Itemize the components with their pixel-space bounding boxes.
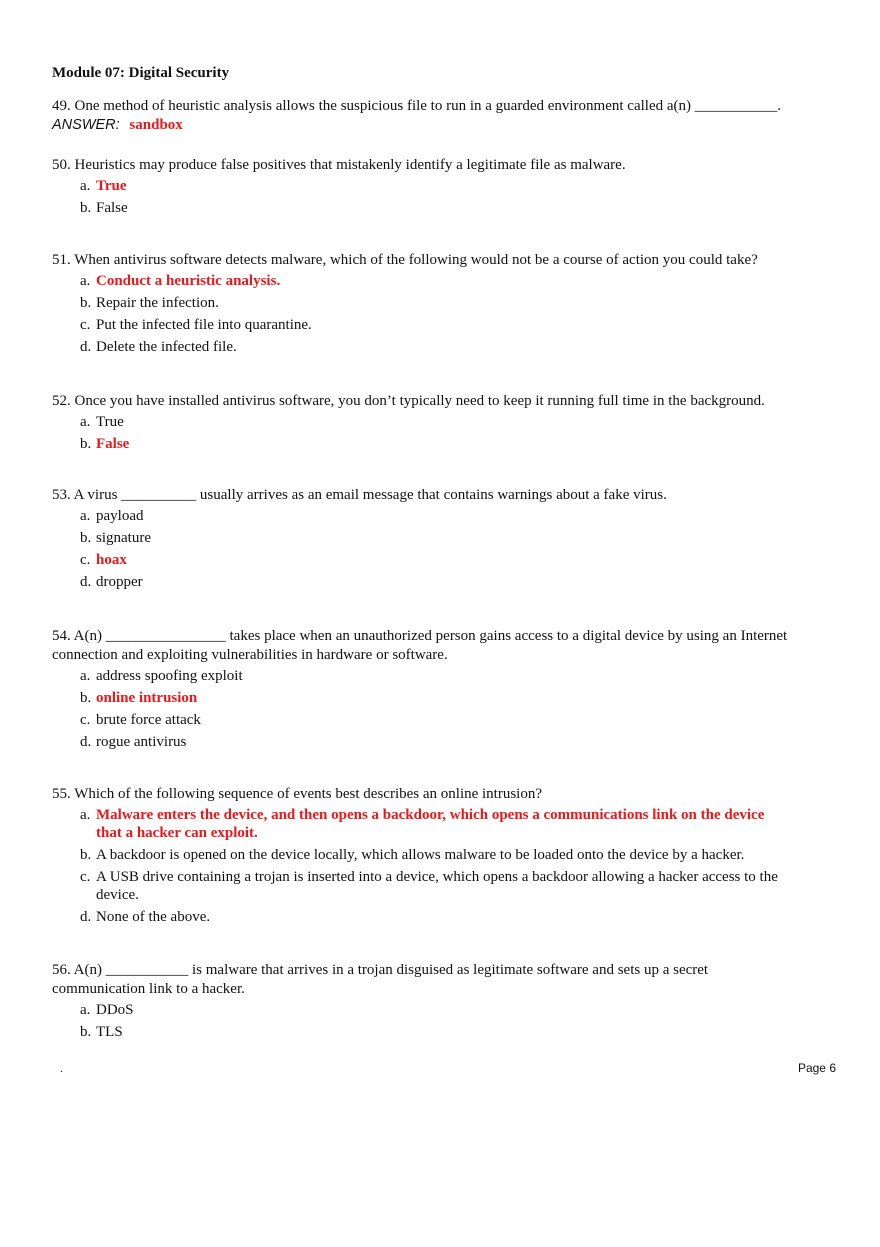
option-letter: a.	[80, 1002, 91, 1018]
option-letter: c.	[80, 712, 91, 728]
correct-option-text: online intrusion	[96, 690, 198, 706]
question-54	[52, 627, 842, 755]
options-list	[52, 667, 842, 751]
option-b	[52, 689, 842, 707]
option-letter: c.	[80, 317, 91, 333]
option-text: rogue antivirus	[96, 734, 187, 750]
option-letter: b.	[80, 200, 92, 216]
option-text: brute force attack	[96, 712, 201, 728]
option-a	[52, 272, 842, 290]
option-text: False	[96, 200, 128, 216]
option-letter: c.	[80, 869, 91, 885]
question-51	[52, 251, 842, 360]
option-text: A USB drive containing a trojan is inserted into a device, which opens a backdoor allowing a hacker access to the device.	[96, 869, 778, 903]
option-text: Put the infected file into quarantine.	[96, 317, 312, 333]
option-letter: a.	[80, 178, 91, 194]
options-list	[52, 177, 842, 217]
option-a	[52, 177, 842, 195]
page-number: Page 6	[797, 1061, 836, 1075]
option-text: None of the above.	[96, 909, 211, 925]
option-a	[52, 806, 792, 842]
option-d	[52, 733, 842, 751]
options-list	[52, 1001, 772, 1041]
option-letter: b.	[80, 530, 92, 546]
option-letter: d.	[80, 909, 92, 925]
options-list	[52, 507, 842, 591]
option-text: True	[96, 414, 124, 430]
question-52	[52, 392, 842, 457]
correct-option-text: hoax	[96, 552, 127, 568]
option-c	[52, 551, 842, 569]
option-text: signature	[96, 530, 151, 546]
question-stem: 52. Once you have installed antivirus software, you don’t typically need to keep it running full time in the background.	[52, 393, 765, 409]
option-text: Repair the infection.	[96, 295, 219, 311]
option-a	[52, 507, 842, 525]
question-55	[52, 785, 792, 930]
option-b	[52, 294, 842, 312]
module-title: Module 07: Digital Security	[52, 65, 230, 81]
answer-value: sandbox	[129, 117, 183, 133]
option-a	[52, 1001, 772, 1019]
option-c	[52, 316, 842, 334]
correct-option-text: False	[96, 436, 130, 452]
option-letter: a.	[80, 668, 91, 684]
question-stem: 56. A(n) ___________ is malware that arrives in a trojan disguised as legitimate software and sets up a secret communication link to a hacker.	[52, 962, 709, 997]
option-letter: a.	[80, 414, 91, 430]
correct-option-text: True	[96, 178, 127, 194]
answer-label: ANSWER:	[52, 117, 120, 133]
question-50	[52, 156, 842, 221]
option-letter: b.	[80, 847, 92, 863]
option-b	[52, 435, 842, 453]
question-stem: 49. One method of heuristic analysis allows the suspicious file to run in a guarded environment called a(n) ___________.	[52, 98, 782, 114]
question-53	[52, 486, 842, 595]
option-letter: a.	[80, 807, 91, 823]
option-b	[52, 846, 792, 864]
option-a	[52, 667, 842, 685]
footer-dot: .	[60, 1061, 63, 1075]
options-list	[52, 413, 842, 453]
option-b	[52, 199, 842, 217]
option-c	[52, 711, 842, 729]
option-letter: a.	[80, 273, 91, 289]
question-stem: 51. When antivirus software detects malware, which of the following would not be a course of action you could take?	[52, 252, 758, 268]
question-56	[52, 961, 772, 1045]
option-letter: d.	[80, 339, 92, 355]
option-b	[52, 1023, 772, 1041]
option-text: DDoS	[96, 1002, 134, 1018]
option-d	[52, 573, 842, 591]
answer-line	[52, 116, 842, 135]
option-d	[52, 908, 792, 926]
question-49	[52, 97, 842, 135]
option-a	[52, 413, 842, 431]
option-b	[52, 529, 842, 547]
question-stem: 55. Which of the following sequence of events best describes an online intrusion?	[52, 786, 543, 802]
option-text: Delete the infected file.	[96, 339, 237, 355]
option-letter: b.	[80, 295, 92, 311]
option-text: TLS	[96, 1024, 123, 1040]
options-list	[52, 806, 792, 926]
option-letter: b.	[80, 690, 92, 706]
option-c	[52, 868, 792, 904]
correct-option-text: Conduct a heuristic analysis.	[96, 273, 281, 289]
option-letter: d.	[80, 734, 92, 750]
option-letter: a.	[80, 508, 91, 524]
option-letter: b.	[80, 1024, 92, 1040]
option-letter: d.	[80, 574, 92, 590]
option-letter: c.	[80, 552, 91, 568]
option-d	[52, 338, 842, 356]
question-stem: 54. A(n) ________________ takes place when an unauthorized person gains access to a digital device by using an Internet connection and exploiting vulnerabilities in hardware or software.	[52, 628, 788, 663]
options-list	[52, 272, 842, 356]
option-text: address spoofing exploit	[96, 668, 243, 684]
option-text: A backdoor is opened on the device locally, which allows malware to be loaded onto the device by a hacker.	[96, 847, 745, 863]
option-text: dropper	[96, 574, 143, 590]
option-text: payload	[96, 508, 144, 524]
question-stem: 50. Heuristics may produce false positives that mistakenly identify a legitimate file as malware.	[52, 157, 626, 173]
option-letter: b.	[80, 436, 92, 452]
question-stem: 53. A virus __________ usually arrives as an email message that contains warnings about a fake virus.	[52, 487, 667, 503]
correct-option-text: Malware enters the device, and then opens a backdoor, which opens a communications link on the device that a hacker can exploit.	[96, 807, 765, 841]
